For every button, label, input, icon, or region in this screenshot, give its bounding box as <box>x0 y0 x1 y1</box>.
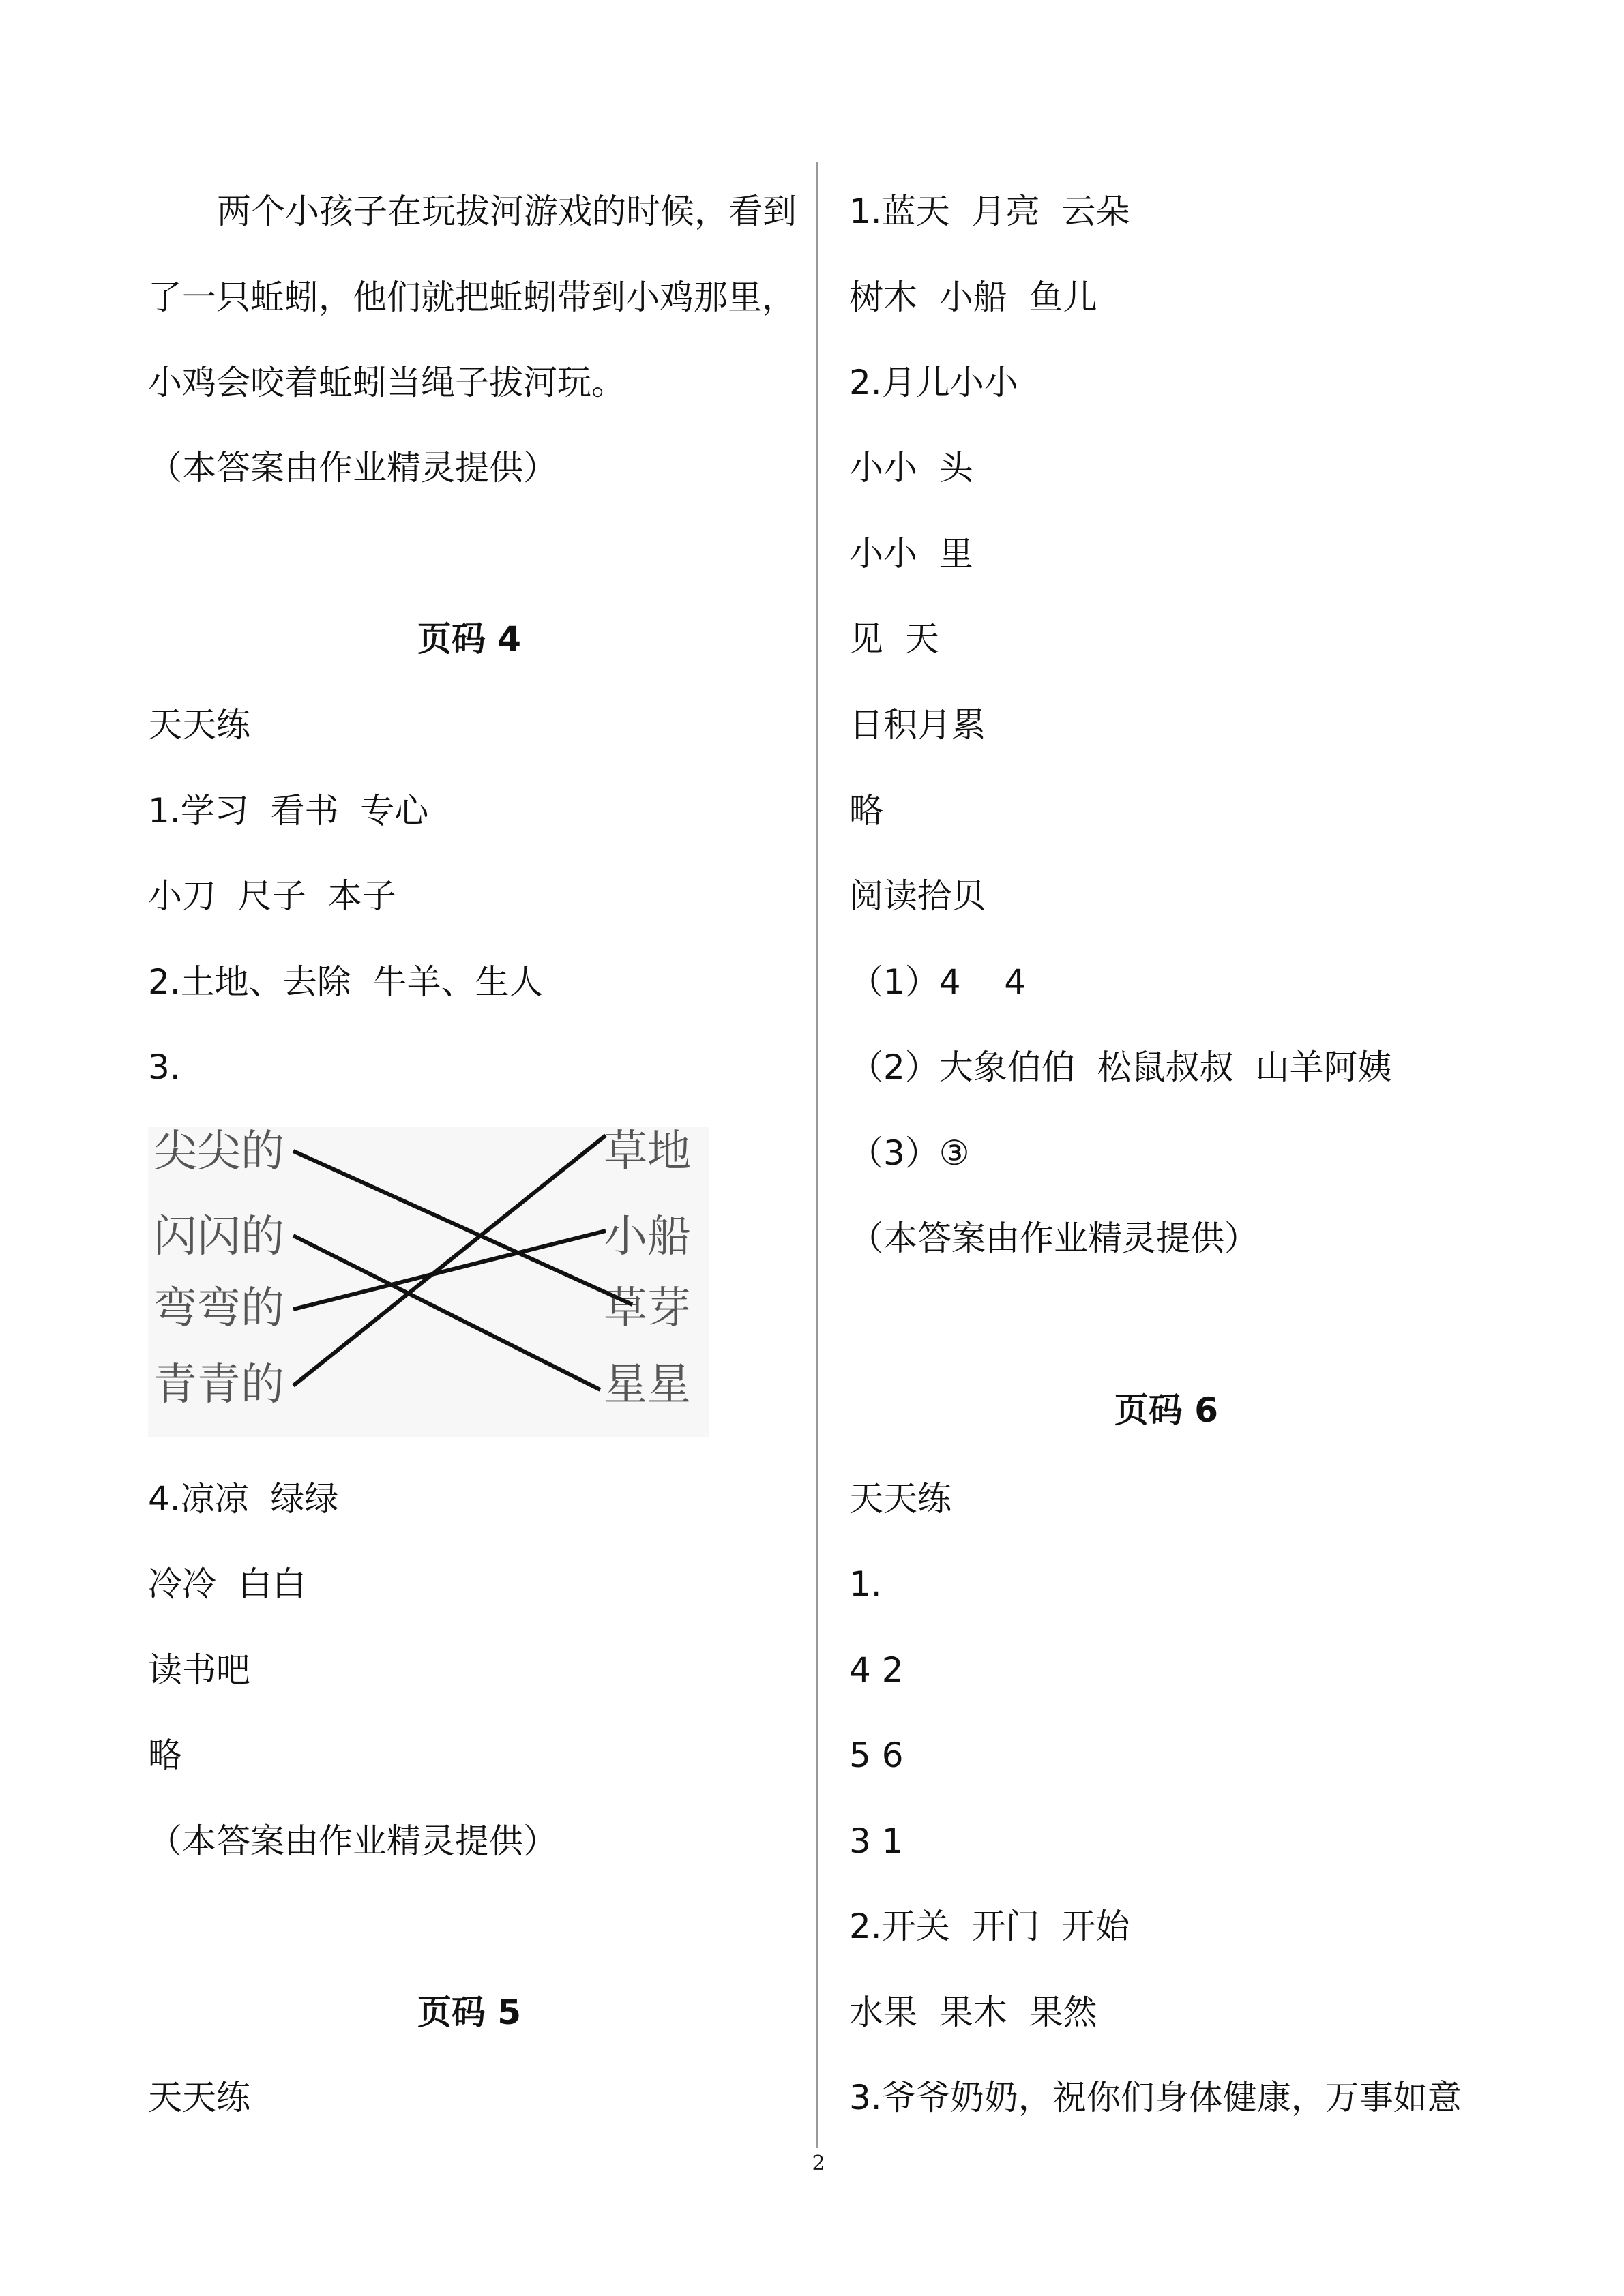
answer-line: 2.开关 开门 开始 <box>849 1907 1130 1946</box>
answer-line: 2.月儿小小 <box>849 363 1018 402</box>
answer-line: 阅读拾贝 <box>849 876 986 916</box>
answer-line: 小刀 尺子 本子 <box>148 876 396 916</box>
match-right-word: 星星 <box>604 1360 691 1410</box>
answer-line: 3 1 <box>849 1821 904 1861</box>
answer-line: （3）③ <box>849 1133 970 1173</box>
column-divider <box>816 162 818 2148</box>
answer-line: 读书吧 <box>148 1650 250 1690</box>
answer-line: 4.凉凉 绿绿 <box>148 1479 339 1519</box>
story-line: 了一只蚯蚓，他们就把蚯蚓带到小鸡那里， <box>148 278 796 317</box>
answer-line: （2）大象伯伯 松鼠叔叔 山羊阿姨 <box>849 1047 1392 1087</box>
story-line: 小鸡会咬着蚯蚓当绳子拔河玩。 <box>148 363 625 402</box>
match-left-word: 闪闪的 <box>153 1212 284 1262</box>
answer-line: 略 <box>148 1735 182 1775</box>
answer-line: 天天练 <box>148 705 250 745</box>
match-left-word: 青青的 <box>153 1360 284 1410</box>
page-number: 2 <box>812 2151 825 2175</box>
answer-line: 1. <box>849 1564 882 1604</box>
answer-line: 天天练 <box>849 1479 951 1519</box>
match-left-word: 尖尖的 <box>153 1127 284 1177</box>
answer-line: 3. <box>148 1047 181 1087</box>
answer-line: 小小 里 <box>849 534 973 573</box>
answer-line: 5 6 <box>849 1735 904 1775</box>
answer-line: 1.蓝天 月亮 云朵 <box>849 192 1130 231</box>
credit-text: （本答案由作业精灵提供） <box>148 448 557 488</box>
section-heading-page-4: 页码 4 <box>417 619 522 659</box>
answer-line: 见 天 <box>849 619 939 659</box>
section-heading-page-6: 页码 6 <box>1114 1390 1219 1430</box>
match-left-word: 弯弯的 <box>153 1283 284 1334</box>
answer-line: 日积月累 <box>849 705 986 745</box>
answer-line: （1）4 4 <box>849 962 1027 1002</box>
answer-line: 冷冷 白白 <box>148 1564 306 1604</box>
story-line: 两个小孩子在玩拔河游戏的时候，看到 <box>217 192 797 231</box>
answer-line: 树木 小船 鱼儿 <box>849 278 1097 317</box>
answer-line: 小小 头 <box>849 448 973 488</box>
match-right-word: 小船 <box>604 1212 691 1262</box>
section-heading-page-5: 页码 5 <box>417 1993 522 2032</box>
credit-text: （本答案由作业精灵提供） <box>849 1219 1258 1258</box>
match-right-word: 草地 <box>604 1127 691 1177</box>
answer-line: 2.土地、去除 牛羊、生人 <box>148 962 544 1002</box>
credit-text: （本答案由作业精灵提供） <box>148 1821 557 1861</box>
matching-exercise-image <box>148 1127 709 1437</box>
answer-line: 3.爷爷奶奶，祝你们身体健康，万事如意 <box>849 2078 1462 2117</box>
answer-line: 1.学习 看书 专心 <box>148 791 429 831</box>
answer-line: 天天练 <box>148 2078 250 2117</box>
match-right-word: 草芽 <box>604 1283 691 1334</box>
answer-line: 4 2 <box>849 1650 904 1690</box>
answer-line: 略 <box>849 791 883 831</box>
answer-line: 水果 果木 果然 <box>849 1993 1097 2032</box>
